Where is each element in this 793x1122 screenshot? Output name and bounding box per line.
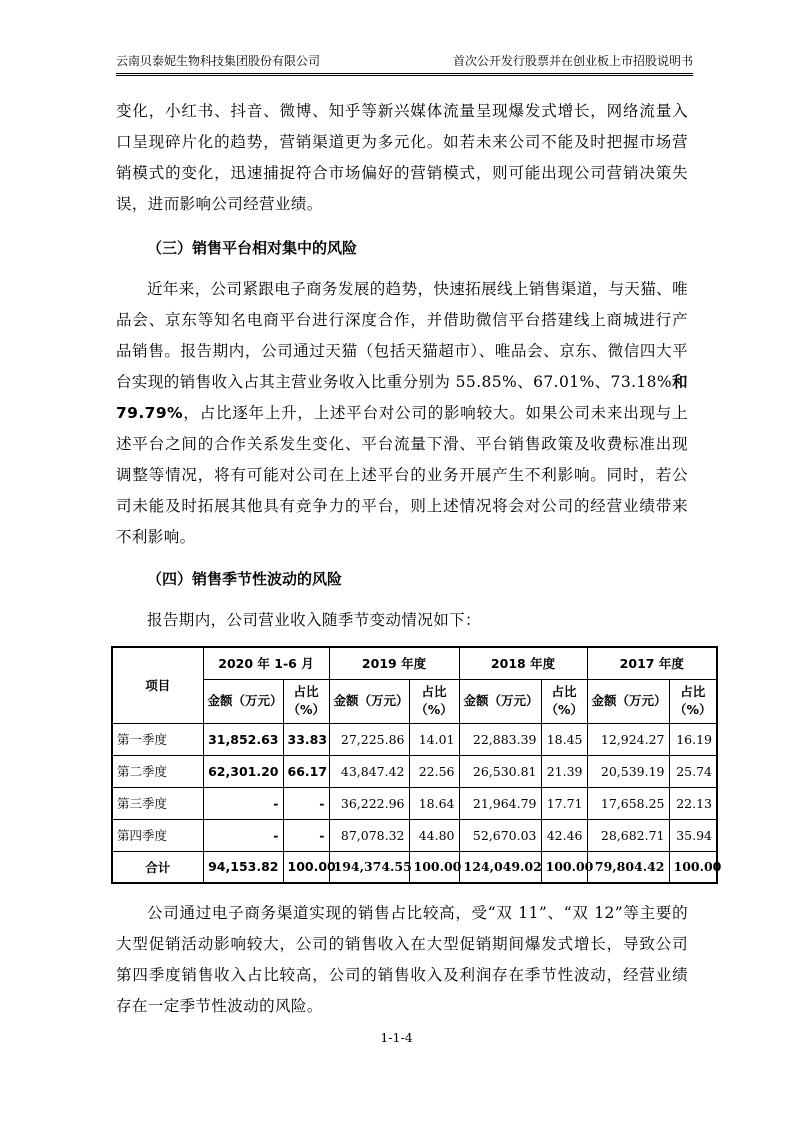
table-cell: -	[203, 787, 283, 819]
ratio-header: 占比（%）	[669, 679, 717, 723]
table-cell: 100.00	[541, 851, 587, 883]
header-rule-secondary	[116, 75, 693, 76]
table-cell: 27,225.86	[329, 723, 409, 755]
table-header-row-periods	[112, 647, 717, 679]
table-cell: 25.74	[669, 755, 717, 787]
page-header	[116, 53, 693, 69]
header-rule	[116, 73, 693, 74]
table-row	[112, 755, 717, 787]
table-cell: 35.94	[669, 819, 717, 851]
table-cell: 20,539.19	[587, 755, 669, 787]
table-cell: 62,301.20	[203, 755, 283, 787]
table-cell: 18.64	[409, 787, 459, 819]
table-cell: 52,670.03	[459, 819, 541, 851]
ratio-header: 占比（%）	[409, 679, 459, 723]
table-cell: 21,964.79	[459, 787, 541, 819]
table-cell: -	[283, 819, 329, 851]
table-cell: 66.17	[283, 755, 329, 787]
table-cell: 100.00	[283, 851, 329, 883]
table-cell: 17.71	[541, 787, 587, 819]
heading-seasonality-risk: （四）销售季节性波动的风险	[147, 570, 343, 588]
table-cell: 26,530.81	[459, 755, 541, 787]
table-header-row-columns	[112, 679, 717, 723]
table-cell: 21.39	[541, 755, 587, 787]
row-label: 第四季度	[112, 819, 203, 851]
table-cell: 28,682.71	[587, 819, 669, 851]
table-cell: 43,847.42	[329, 755, 409, 787]
table-cell: 36,222.96	[329, 787, 409, 819]
period-header-2020h1: 2020 年 1-6 月	[203, 647, 329, 679]
row-label: 第三季度	[112, 787, 203, 819]
amount-header: 金额（万元）	[203, 679, 283, 723]
table-cell: 31,852.63	[203, 723, 283, 755]
paragraph-platform-concentration	[116, 274, 688, 553]
total-label: 合计	[112, 851, 203, 883]
table-cell: 18.45	[541, 723, 587, 755]
paragraph-table-intro: 报告期内，公司营业收入随季节变动情况如下：	[147, 611, 481, 629]
table-cell: 14.01	[409, 723, 459, 755]
table-cell: 87,078.32	[329, 819, 409, 851]
table-cell: 44.80	[409, 819, 459, 851]
row-label: 第一季度	[112, 723, 203, 755]
ratio-header: 占比（%）	[541, 679, 587, 723]
period-header-2019: 2019 年度	[329, 647, 459, 679]
table-cell: 100.00	[409, 851, 459, 883]
table-total-row	[112, 851, 717, 883]
table-cell: 194,374.55	[329, 851, 409, 883]
row-label: 第二季度	[112, 755, 203, 787]
table-row	[112, 787, 717, 819]
ratio-header: 占比（%）	[283, 679, 329, 723]
table-cell: 79,804.42	[587, 851, 669, 883]
table-cell: 22.56	[409, 755, 459, 787]
company-name: 云南贝泰妮生物科技集团股份有限公司	[116, 54, 321, 68]
amount-header: 金额（万元）	[587, 679, 669, 723]
table-cell: 33.83	[283, 723, 329, 755]
table-cell: 17,658.25	[587, 787, 669, 819]
table-cell: 124,049.02	[459, 851, 541, 883]
table-cell: 94,153.82	[203, 851, 283, 883]
table-cell: -	[203, 819, 283, 851]
amount-header: 金额（万元）	[329, 679, 409, 723]
table-row	[112, 819, 717, 851]
page-number: 1-1-4	[380, 1030, 413, 1045]
period-header-2018: 2018 年度	[459, 647, 587, 679]
table-cell: 22.13	[669, 787, 717, 819]
table-cell: 42.46	[541, 819, 587, 851]
period-header-2017: 2017 年度	[587, 647, 717, 679]
amount-header: 金额（万元）	[459, 679, 541, 723]
table-cell: 100.00	[669, 851, 717, 883]
table-row	[112, 723, 717, 755]
paragraph-marketing-risk: 变化，小红书、抖音、微博、知乎等新兴媒体流量呈现爆发式增长，网络流量入口呈现碎片化的趋势，营销渠道更为多元化。如若未来公司不能及时把握市场营销模式的变化，迅速捕捉符合市场偏好的营销模式，则可能出现公司营销决策失误，进而影响公司经营业绩。	[116, 102, 688, 213]
document-title: 首次公开发行股票并在创业板上市招股说明书	[452, 54, 693, 68]
table-cell: 22,883.39	[459, 723, 541, 755]
item-header-cell: 项目	[112, 647, 203, 723]
paragraph-seasonality: 公司通过电子商务渠道实现的销售占比较高，受“双 11”、“双 12”等主要的大型促销活动影响较大，公司的销售收入在大型促销期间爆发式增长，导致公司第四季度销售收入占比较高，公司的销售收入及利润存在季节性波动，经营业绩存在一定季节性波动的风险。	[116, 904, 688, 1015]
table-cell: 12,924.27	[587, 723, 669, 755]
heading-platform-concentration-risk: （三）销售平台相对集中的风险	[147, 239, 358, 257]
paragraph-platform-text-a: 近年来，公司紧跟电子商务发展的趋势，快速拓展线上销售渠道，与天猫、唯品会、京东等知名电商平台进行深度合作，并借助微信平台搭建线上商城进行产品销售。报告期内，公司通过天猫（包括天猫超市）、唯品会、京东、微信四大平台实现的销售收入占其主营业务收入比重分别为 55.85%、67.01%、73.18%	[116, 280, 688, 391]
table-cell: 16.19	[669, 723, 717, 755]
paragraph-platform-bold: 和 79.79%	[116, 373, 688, 422]
paragraph-platform-text-b: ，占比逐年上升，上述平台对公司的影响较大。如果公司未来出现与上述平台之间的合作关系发生变化、平台流量下滑、平台销售政策及收费标准出现调整等情况，将有可能对公司在上述平台的业务开展产生不利影响。同时，若公司未能及时拓展其他具有竞争力的平台，则上述情况将会对公司的经营业绩带来不利影响。	[116, 404, 688, 546]
quarterly-revenue-table	[111, 646, 722, 884]
table-cell: -	[283, 787, 329, 819]
